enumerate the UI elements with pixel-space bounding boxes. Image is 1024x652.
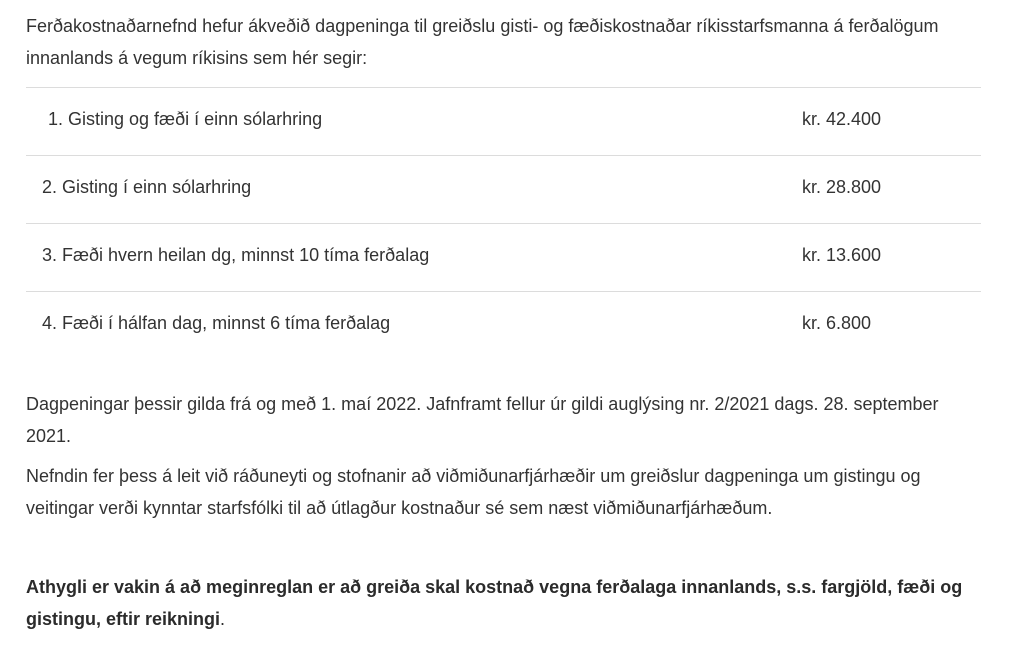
intro-paragraph: Ferðakostnaðarnefnd hefur ákveðið dagpeninga til greiðslu gisti- og fæðiskostnaðar ríkisstarfsmanna á ferðalögum innanlands á vegum ríkisins sem hér segir: bbox=[26, 16, 939, 68]
notice-bold-text: Athygli er vakin á að meginreglan er að greiða skal kostnað vegna ferðalaga innanlands, s.s. fargjöld, fæði og gistingu, eftir reikningi bbox=[26, 577, 963, 629]
table-row bbox=[26, 224, 981, 292]
table-row bbox=[26, 292, 981, 359]
table-row bbox=[26, 88, 981, 156]
rate-amount: kr. 6.800 bbox=[802, 313, 872, 333]
committee-paragraph: Nefndin fer þess á leit við ráðuneyti og stofnanir að viðmiðunarfjárhæðir um greiðslur dagpeninga um gistingu og veitingar verði kynntar starfsfólki til að útlagður kostnaður sé sem næst viðmiðunarfjárhæðum. bbox=[26, 466, 921, 518]
rate-label: 2. Gisting í einn sólarhring bbox=[42, 177, 252, 197]
table-row bbox=[26, 156, 981, 224]
notice-tail: . bbox=[220, 609, 226, 629]
rate-amount: kr. 13.600 bbox=[802, 245, 882, 265]
rate-label: 1. Gisting og fæði í einn sólarhring bbox=[48, 109, 323, 129]
validity-paragraph: Dagpeningar þessir gilda frá og með 1. maí 2022. Jafnframt fellur úr gildi auglýsing nr. 2/2021 dags. 28. september 2021. bbox=[26, 394, 939, 446]
rate-amount: kr. 42.400 bbox=[802, 109, 882, 129]
rate-label: 4. Fæði í hálfan dag, minnst 6 tíma ferðalag bbox=[42, 313, 391, 333]
rate-label: 3. Fæði hvern heilan dg, minnst 10 tíma ferðalag bbox=[42, 245, 430, 265]
rate-amount: kr. 28.800 bbox=[802, 177, 882, 197]
rates-table bbox=[26, 87, 981, 359]
notice-paragraph bbox=[26, 571, 986, 635]
